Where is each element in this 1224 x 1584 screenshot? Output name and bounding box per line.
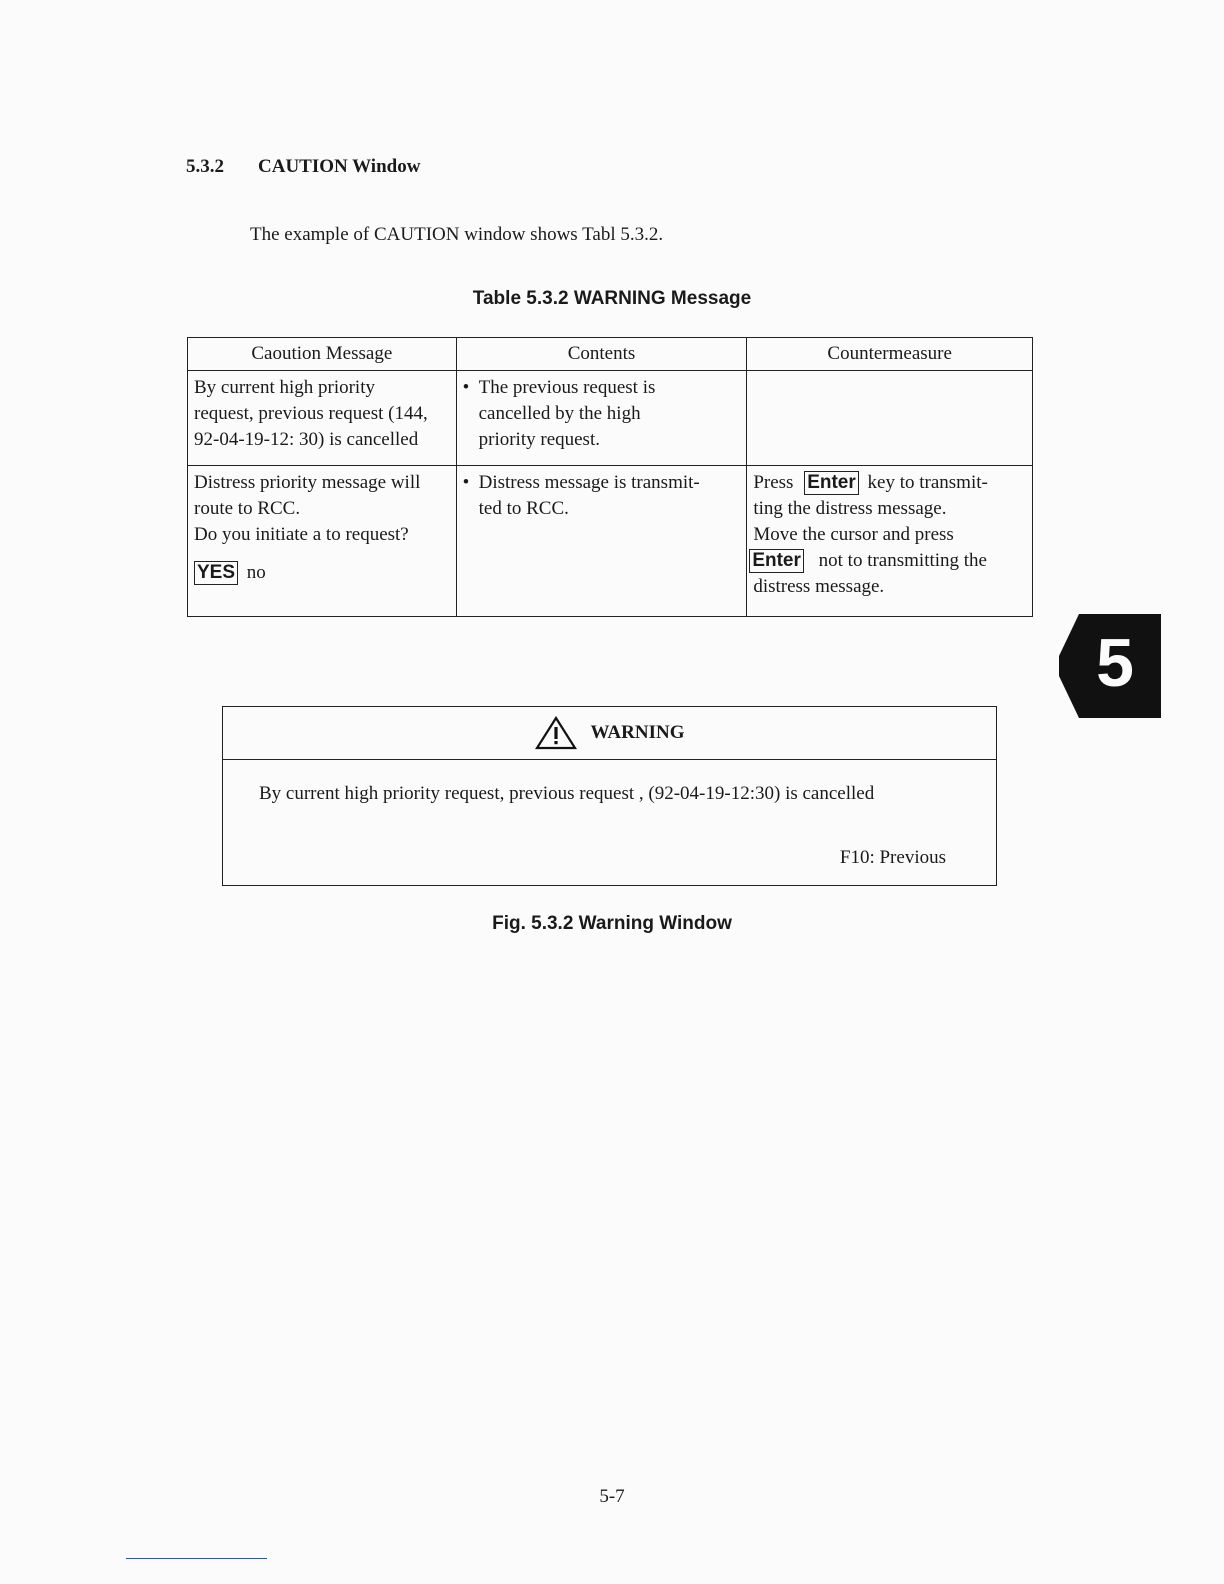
text-line: Distress message is transmit- xyxy=(478,472,700,493)
section-number: 5.3.2 xyxy=(186,156,224,177)
section-heading xyxy=(186,156,420,178)
header-contents: Contents xyxy=(456,338,747,371)
text-line: Move the cursor and press xyxy=(753,524,954,545)
after-key-text: not to transmitting the xyxy=(818,550,987,571)
text-line: 92-04-19-12: 30) is cancelled xyxy=(194,429,419,450)
enter-key: Enter xyxy=(749,549,804,573)
text-line: cancelled by the high xyxy=(478,403,641,424)
enter-key: Enter xyxy=(804,471,859,495)
cell-countermeasure xyxy=(747,371,1033,466)
chapter-tab-icon xyxy=(1059,614,1161,718)
figure-caption: Fig. 5.3.2 Warning Window xyxy=(492,913,732,934)
text-line: By current high priority xyxy=(194,377,375,398)
warning-triangle-icon xyxy=(535,716,577,750)
text-line xyxy=(753,470,1026,496)
text-line: distress message. xyxy=(753,576,885,597)
header-caution-message: Caoution Message xyxy=(188,338,457,371)
after-key-text: key to transmit- xyxy=(867,472,988,493)
table-row xyxy=(188,466,1033,617)
warning-window-header xyxy=(223,707,996,760)
intro-paragraph: The example of CAUTION window shows Tabl 5.3.2. xyxy=(250,224,664,245)
section-title: CAUTION Window xyxy=(258,156,421,177)
press-text: Press xyxy=(753,472,794,493)
bullet-item xyxy=(463,375,741,453)
warning-message: By current high priority request, previous request , (92-04-19-12:30) is cancelled xyxy=(259,783,875,804)
header-countermeasure: Countermeasure xyxy=(747,338,1033,371)
yes-no-choice xyxy=(194,560,450,586)
text-line: priority request. xyxy=(478,429,600,450)
warning-message-table xyxy=(187,337,1033,617)
warning-title: WARNING xyxy=(590,722,685,743)
cell-message xyxy=(188,466,457,617)
bullet-icon: • xyxy=(462,472,470,493)
table-caption: Table 5.3.2 WARNING Message xyxy=(472,288,752,309)
text-line: route to RCC. xyxy=(194,498,301,519)
yes-key: YES xyxy=(194,561,238,585)
text-line xyxy=(753,548,1026,574)
text-line: Do you initiate a to request? xyxy=(194,524,409,545)
cell-countermeasure xyxy=(747,466,1033,617)
text-line: The previous request is xyxy=(478,377,656,398)
cell-contents xyxy=(456,371,747,466)
cell-message xyxy=(188,371,457,466)
table-row xyxy=(188,371,1033,466)
bullet-icon: • xyxy=(462,377,470,398)
text-line: request, previous request (144, xyxy=(194,403,428,424)
bottom-rule xyxy=(126,1558,267,1559)
text-line: ting the distress message. xyxy=(753,498,947,519)
warning-window xyxy=(222,706,997,886)
text-line: ted to RCC. xyxy=(478,498,569,519)
f10-previous-hint: F10: Previous xyxy=(839,847,946,868)
text-line: Distress priority message will xyxy=(194,472,421,493)
cell-contents xyxy=(456,466,747,617)
table-header-row xyxy=(188,338,1033,371)
no-label: no xyxy=(246,562,266,583)
page-number: 5-7 xyxy=(599,1486,625,1507)
chapter-tab xyxy=(1059,614,1161,718)
chapter-tab-number: 5 xyxy=(1096,625,1134,701)
bullet-item xyxy=(463,470,741,522)
